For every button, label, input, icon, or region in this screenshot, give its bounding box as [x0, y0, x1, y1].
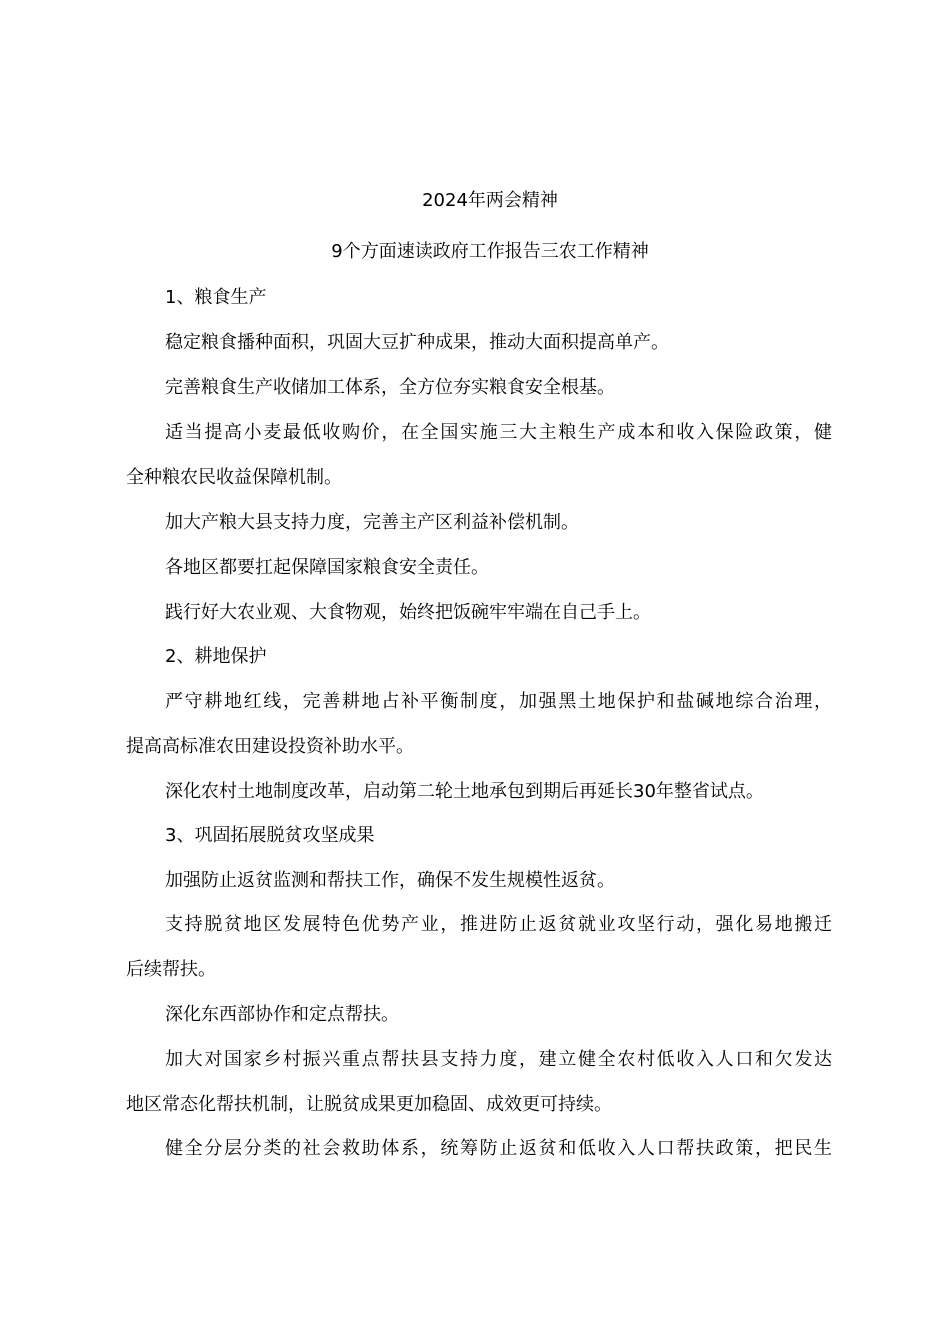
paragraph-line: 加大对国家乡村振兴重点帮扶县支持力度，建立健全农村低收入人口和欠发达	[165, 1049, 832, 1070]
paragraph-line: 支持脱贫地区发展特色优势产业，推进防止返贫就业攻坚行动，强化易地搬迁	[165, 914, 832, 935]
section-heading-grain-production: 1、粮食生产	[165, 287, 267, 308]
paragraph-line: 完善粮食生产收储加工体系，全方位夯实粮食安全根基。	[165, 377, 615, 398]
paragraph-line: 加强防止返贫监测和帮扶工作，确保不发生规模性返贫。	[165, 870, 615, 891]
paragraph-line: 后续帮扶。	[126, 959, 216, 980]
section-heading-poverty-alleviation: 3、巩固拓展脱贫攻坚成果	[165, 825, 375, 846]
document-subtitle: 9个方面速读政府工作报告三农工作精神	[331, 241, 649, 262]
paragraph-line: 严守耕地红线，完善耕地占补平衡制度，加强黑土地保护和盐碱地综合治理，	[165, 691, 832, 712]
section-heading-farmland-protection: 2、耕地保护	[165, 646, 267, 667]
paragraph-line: 地区常态化帮扶机制，让脱贫成果更加稳固、成效更可持续。	[126, 1094, 612, 1115]
paragraph-line: 健全分层分类的社会救助体系，统筹防止返贫和低收入人口帮扶政策，把民生	[165, 1138, 832, 1159]
paragraph-line: 深化农村土地制度改革，启动第二轮土地承包到期后再延长30年整省试点。	[165, 781, 764, 802]
paragraph-line: 加大产粮大县支持力度，完善主产区利益补偿机制。	[165, 512, 579, 533]
paragraph-line: 提高高标准农田建设投资补助水平。	[126, 736, 414, 757]
paragraph-line: 深化东西部协作和定点帮扶。	[165, 1004, 399, 1025]
paragraph-line: 全种粮农民收益保障机制。	[126, 467, 342, 488]
paragraph-line: 各地区都要扛起保障国家粮食安全责任。	[165, 557, 489, 578]
paragraph-line: 适当提高小麦最低收购价，在全国实施三大主粮生产成本和收入保险政策，健	[165, 422, 832, 443]
paragraph-line: 践行好大农业观、大食物观，始终把饭碗牢牢端在自己手上。	[165, 602, 651, 623]
paragraph-line: 稳定粮食播种面积，巩固大豆扩种成果，推动大面积提高单产。	[165, 332, 669, 353]
document-title: 2024年两会精神	[422, 190, 558, 211]
